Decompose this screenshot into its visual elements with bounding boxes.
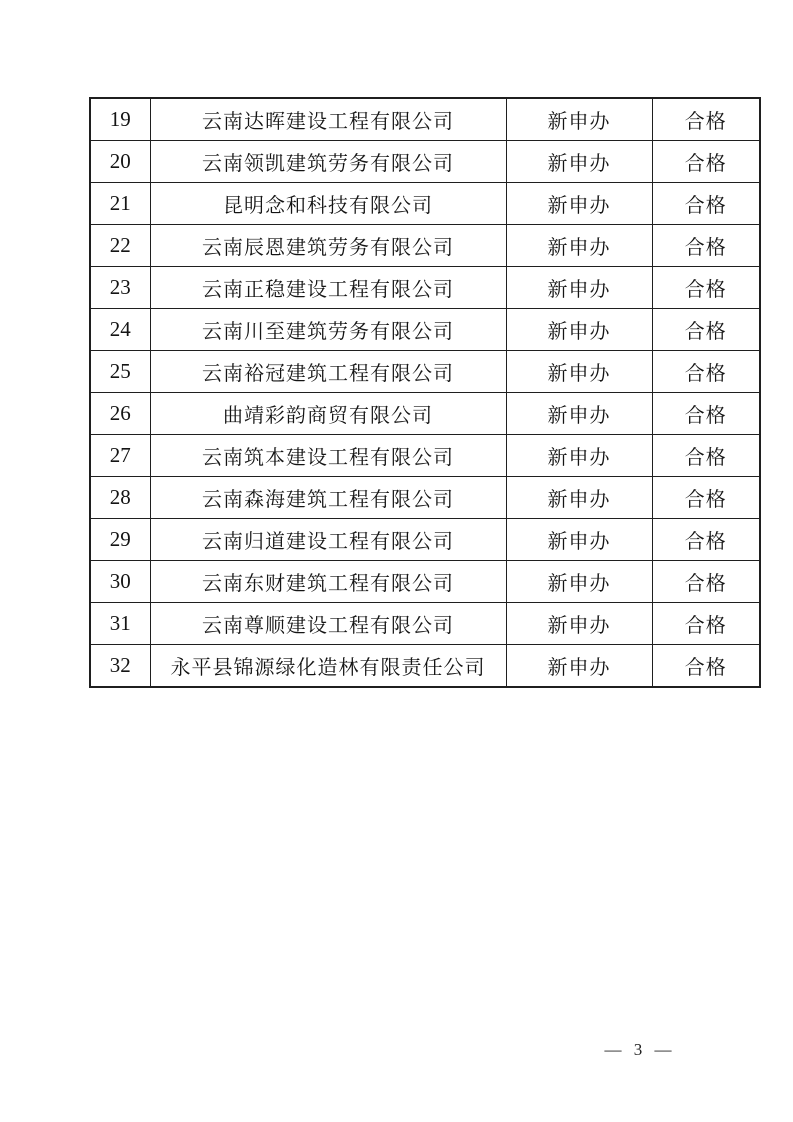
row-result: 合格 bbox=[652, 519, 760, 561]
table-row bbox=[90, 435, 760, 477]
row-company: 云南裕冠建筑工程有限公司 bbox=[150, 351, 506, 393]
row-type: 新申办 bbox=[506, 225, 652, 267]
row-result: 合格 bbox=[652, 309, 760, 351]
row-company: 云南达晖建设工程有限公司 bbox=[150, 98, 506, 141]
row-type: 新申办 bbox=[506, 141, 652, 183]
row-company: 云南森海建筑工程有限公司 bbox=[150, 477, 506, 519]
row-company: 曲靖彩韵商贸有限公司 bbox=[150, 393, 506, 435]
row-type: 新申办 bbox=[506, 561, 652, 603]
row-index: 31 bbox=[90, 603, 150, 645]
row-type: 新申办 bbox=[506, 309, 652, 351]
row-result: 合格 bbox=[652, 645, 760, 688]
table-row bbox=[90, 519, 760, 561]
row-type: 新申办 bbox=[506, 645, 652, 688]
table-row bbox=[90, 393, 760, 435]
row-index: 24 bbox=[90, 309, 150, 351]
row-index: 29 bbox=[90, 519, 150, 561]
table-row bbox=[90, 98, 760, 141]
row-result: 合格 bbox=[652, 435, 760, 477]
row-result: 合格 bbox=[652, 561, 760, 603]
table-row bbox=[90, 225, 760, 267]
row-index: 21 bbox=[90, 183, 150, 225]
table-row bbox=[90, 603, 760, 645]
row-index: 22 bbox=[90, 225, 150, 267]
row-type: 新申办 bbox=[506, 519, 652, 561]
table-row bbox=[90, 351, 760, 393]
row-index: 20 bbox=[90, 141, 150, 183]
row-company: 云南正稳建设工程有限公司 bbox=[150, 267, 506, 309]
row-result: 合格 bbox=[652, 141, 760, 183]
results-table-body bbox=[90, 98, 760, 687]
row-company: 云南归道建设工程有限公司 bbox=[150, 519, 506, 561]
table-row bbox=[90, 267, 760, 309]
row-result: 合格 bbox=[652, 225, 760, 267]
row-index: 30 bbox=[90, 561, 150, 603]
row-result: 合格 bbox=[652, 98, 760, 141]
results-table bbox=[89, 97, 761, 688]
row-type: 新申办 bbox=[506, 435, 652, 477]
row-result: 合格 bbox=[652, 351, 760, 393]
row-company: 昆明念和科技有限公司 bbox=[150, 183, 506, 225]
table-row bbox=[90, 141, 760, 183]
row-index: 25 bbox=[90, 351, 150, 393]
row-type: 新申办 bbox=[506, 477, 652, 519]
row-index: 19 bbox=[90, 98, 150, 141]
table-row bbox=[90, 477, 760, 519]
row-result: 合格 bbox=[652, 183, 760, 225]
row-index: 23 bbox=[90, 267, 150, 309]
row-result: 合格 bbox=[652, 267, 760, 309]
row-company: 云南东财建筑工程有限公司 bbox=[150, 561, 506, 603]
row-company: 云南尊顺建设工程有限公司 bbox=[150, 603, 506, 645]
row-index: 27 bbox=[90, 435, 150, 477]
table-row bbox=[90, 183, 760, 225]
table-row bbox=[90, 561, 760, 603]
row-index: 26 bbox=[90, 393, 150, 435]
row-type: 新申办 bbox=[506, 98, 652, 141]
row-type: 新申办 bbox=[506, 603, 652, 645]
row-type: 新申办 bbox=[506, 267, 652, 309]
row-index: 32 bbox=[90, 645, 150, 688]
row-result: 合格 bbox=[652, 393, 760, 435]
row-company: 云南筑本建设工程有限公司 bbox=[150, 435, 506, 477]
row-type: 新申办 bbox=[506, 393, 652, 435]
table-row bbox=[90, 309, 760, 351]
row-result: 合格 bbox=[652, 603, 760, 645]
row-company: 永平县锦源绿化造林有限责任公司 bbox=[150, 645, 506, 688]
row-company: 云南辰恩建筑劳务有限公司 bbox=[150, 225, 506, 267]
page-number: — 3 — bbox=[604, 1040, 676, 1059]
row-company: 云南领凯建筑劳务有限公司 bbox=[150, 141, 506, 183]
row-result: 合格 bbox=[652, 477, 760, 519]
row-index: 28 bbox=[90, 477, 150, 519]
table-row bbox=[90, 645, 760, 688]
row-type: 新申办 bbox=[506, 183, 652, 225]
row-type: 新申办 bbox=[506, 351, 652, 393]
row-company: 云南川至建筑劳务有限公司 bbox=[150, 309, 506, 351]
